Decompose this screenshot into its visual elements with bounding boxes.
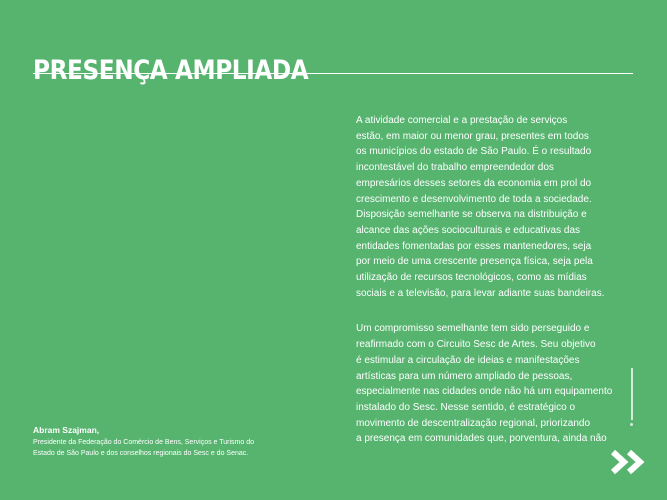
signature-block bbox=[33, 424, 303, 459]
page-title: PRESENÇA AMPLIADA bbox=[33, 55, 309, 87]
scroll-indicator-dot bbox=[630, 423, 633, 426]
next-page-button[interactable] bbox=[610, 449, 648, 475]
double-chevron-right-icon bbox=[610, 449, 648, 475]
signature-name: Abram Szajman, bbox=[33, 425, 100, 435]
article-paragraph: Um compromisso semelhante tem sido perseguido e reafirmado com o Circuito Sesc de Artes. Seu objetivo é estimular a circulação de ideias e manifestações artísticas para um número ampliado de pessoas, especialmente nas cidades onde não há um equipamento instalado do Sesc. Nesse sentido, é estratégico o movimento de descentralização regional, priorizando a presença em comunidades que, porventura, ainda não bbox=[356, 323, 613, 445]
article-body bbox=[356, 113, 618, 467]
signature-role: Presidente da Federação do Comércio de Bens, Serviços e Turismo do Estado de São Paulo e dos conselhos regionais do Sesc e do Senac. bbox=[33, 439, 255, 457]
article-paragraph: A atividade comercial e a prestação de serviços estão, em maior ou menor grau, presentes em todos os municípios do estado de São Paulo. É o resultado incontestável do trabalho empreendedor dos empresários desses setores da economia em prol do crescimento e desenvolvimento de toda a sociedade. Disposição semelhante se observa na distribuição e alcance das ações socioculturais e educativas das entidades fomentadas por esses mantenedores, seja por meio de uma crescente presença física, seja pela utilização de recursos tecnológicos, como as mídias sociais e a televisão, para levar adiante suas bandeiras. bbox=[356, 115, 605, 299]
title-divider bbox=[33, 73, 633, 74]
scroll-indicator[interactable] bbox=[631, 368, 633, 420]
